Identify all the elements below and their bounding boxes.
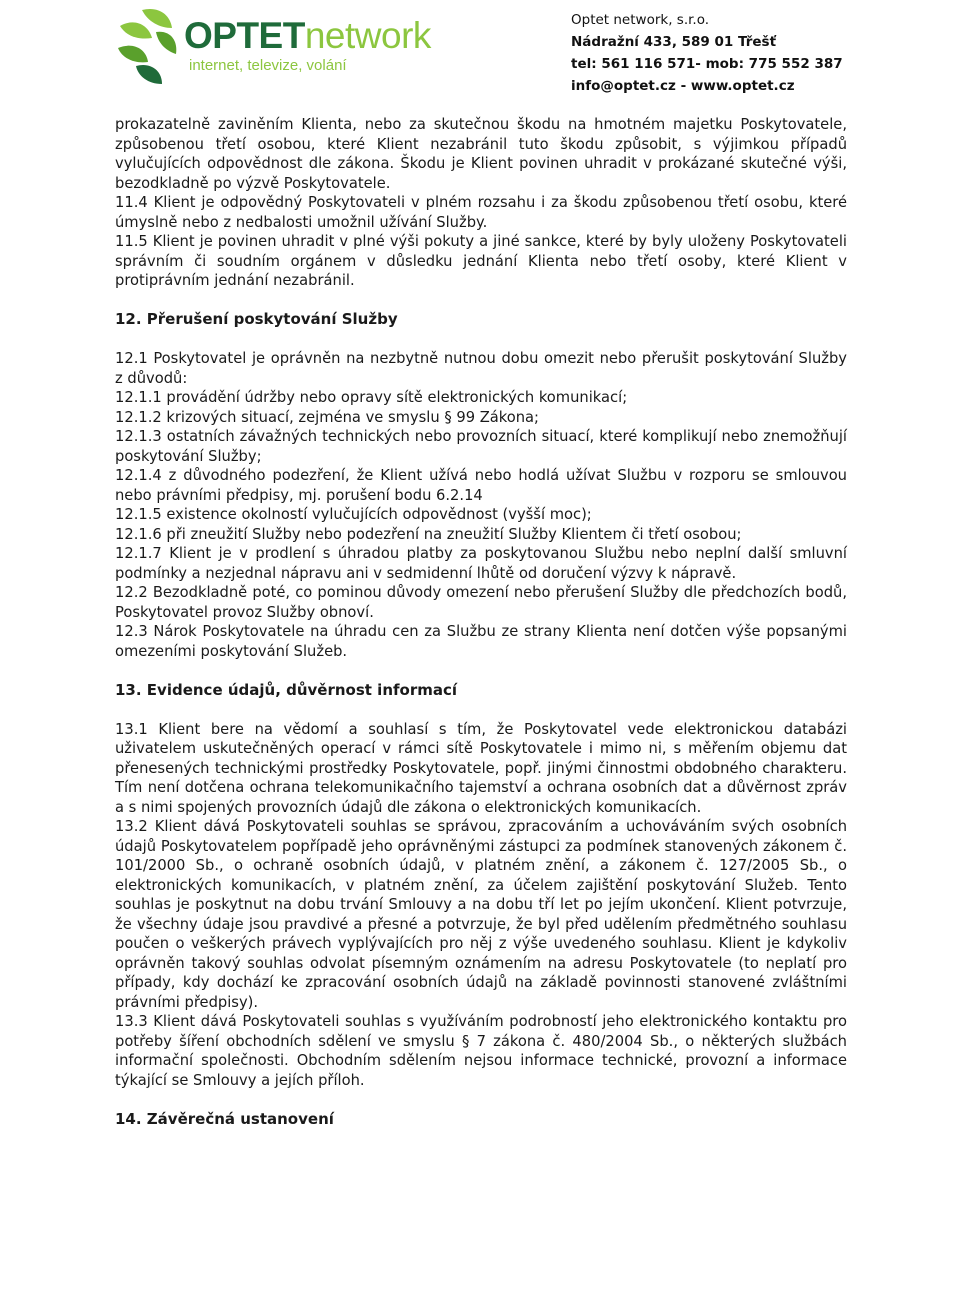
paragraph-13-2: 13.2 Klient dává Poskytovateli souhlas se správou, zpracováním a uchováváním svých osobních údajů Poskytovatelem popřípadě jeho oprávněnými zástupci za podmínek stanovených zákonem č. 101/2000 Sb., o ochraně osobních údajů, v platném znění, a zákonem č. 127/2005 Sb., o elektronických komunikacích, v platném znění, za účelem zajištění poskytování Služeb. Tento souhlas je poskytnut na dobu trvání Smlouvy a na dobu tří let po jejím ukončení. Klient potvrzuje, že všechny údaje jsou pravdivé a přesné a potvrzuje, že byl před udělením předmětného souhlasu poučen o veškerých právech vyplývajících pro něj z výše uvedeného souhlasu. Klient je kdykoliv oprávněn takový souhlas odvolat písemným oznámením na adresu Poskytovatele (to neplatí pro případy, kdy dochází ke zpracování osobních údajů na základě povinnosti stanovené zvláštními právními předpisy). (115, 818, 847, 1011)
paragraph-13-1: 13.1 Klient bere na vědomí a souhlasí s tím, že Poskytovatel vede elektronickou databázi uživatelem uskutečněných operací v rámci sítě Poskytovatele i mimo ni, s měřením objemu dat přenesených technickými prostředky Poskytovatele, popř. jinými činnostmi obdobného charakteru. Tím není dotčena ochrana telekomunikačního tajemství a ochrana osobních dat a důvěrnost zpráv a s nimi spojených provozních údajů dle zákona o elektronických komunikacích. (115, 720, 847, 816)
heading-13: 13. Evidence údajů, důvěrnost informací (115, 680, 458, 699)
paragraph-12-1-6: 12.1.6 při zneužití Služby nebo podezření na zneužití Služby Klientem či třetí osobou; (115, 525, 742, 543)
optet-logo (112, 4, 472, 88)
paragraph-11-5: 11.5 Klient je povinen uhradit v plné výši pokuty a jiné sankce, které by byly uloženy Poskytovateli správním či soudním orgánem v důsledku jednání Klienta nebo třetí osoby, které Klient v protiprávním jednání nezabránil. (115, 233, 847, 289)
paragraph-11-continued: prokazatelně zaviněním Klienta, nebo za skutečnou škodu na hmotném majetku Poskytovatele, způsobenou třetí osobou, které Klient nezabránil tuto škodu způsobit, s výjimkou případů vylučujících odpovědnost dle zákona. Škodu je Klient povinen uhradit v prokázané skutečné výši, bezodkladně po výzvě Poskytovatele. (115, 116, 847, 192)
company-email-web: info@optet.cz - www.optet.cz (571, 78, 795, 94)
company-phone: tel: 561 116 571- mob: 775 552 387 (571, 56, 843, 72)
brand-part1: OPTET (184, 15, 305, 56)
contact-block (571, 9, 843, 97)
paragraph-12-1: 12.1 Poskytovatel je oprávněn na nezbytně nutnou dobu omezit nebo přerušit poskytování Služby z důvodů: (115, 350, 847, 387)
company-address: Nádražní 433, 589 01 Třešť (571, 34, 777, 50)
paragraph-12-1-1: 12.1.1 provádění údržby nebo opravy sítě elektronických komunikací; (115, 389, 628, 406)
paragraph-12-2: 12.2 Bezodkladně poté, co pominou důvody omezení nebo přerušení Služby dle předchozích bodů, Poskytovatel provoz Služby obnoví. (115, 584, 847, 621)
paragraph-12-1-2: 12.1.2 krizových situací, zejména ve smyslu § 99 Zákona; (115, 408, 540, 426)
leaf-logo-icon (112, 4, 184, 88)
paragraph-12-1-5: 12.1.5 existence okolností vylučujících odpovědnost (vyšší moc); (115, 506, 592, 523)
document-body (115, 115, 847, 1129)
paragraph-12-1-4: 12.1.4 z důvodného podezření, že Klient užívá nebo hodlá užívat Službu v rozporu se smlouvou nebo právními předpisy, mj. porušení bodu 6.2.14 (115, 467, 847, 504)
heading-12: 12. Přerušení poskytování Služby (115, 310, 398, 328)
paragraph-12-3: 12.3 Nárok Poskytovatele na úhradu cen za Službu ze strany Klienta není dotčen výše popsanými omezeními poskytování Služeb. (115, 623, 847, 660)
paragraph-13-3: 13.3 Klient dává Poskytovateli souhlas s využíváním podrobností jeho elektronického kontaktu pro potřeby šíření obchodních sdělení ve smyslu § 7 zákona č. 480/2004 Sb., o některých službách informační společnosti. Obchodním sdělením nejsou informace technické, provozní a informace týkající se Smlouvy a jejích příloh. (115, 1013, 847, 1089)
brand-name (184, 16, 431, 56)
paragraph-11-4: 11.4 Klient je odpovědný Poskytovateli v plném rozsahu i za škodu způsobenou třetí osobu, které úmyslně nebo z nedbalosti umožnil užívání Služby. (115, 194, 847, 231)
company-name: Optet network, s.r.o. (571, 12, 710, 28)
paragraph-12-1-7: 12.1.7 Klient je v prodlení s úhradou platby za poskytovanou Službu nebo neplní další smluvní podmínky a nezjednal nápravu ani v sedmidenní lhůtě od doručení výzvy k nápravě. (115, 545, 847, 582)
page-header (0, 0, 960, 112)
brand-tagline: internet, televize, volání (189, 57, 347, 74)
brand-part2: network (304, 15, 431, 56)
paragraph-12-1-3: 12.1.3 ostatních závažných technických nebo provozních situací, které komplikují nebo znemožňují poskytování Služby; (115, 428, 847, 465)
heading-14: 14. Závěrečná ustanovení (115, 1109, 334, 1128)
